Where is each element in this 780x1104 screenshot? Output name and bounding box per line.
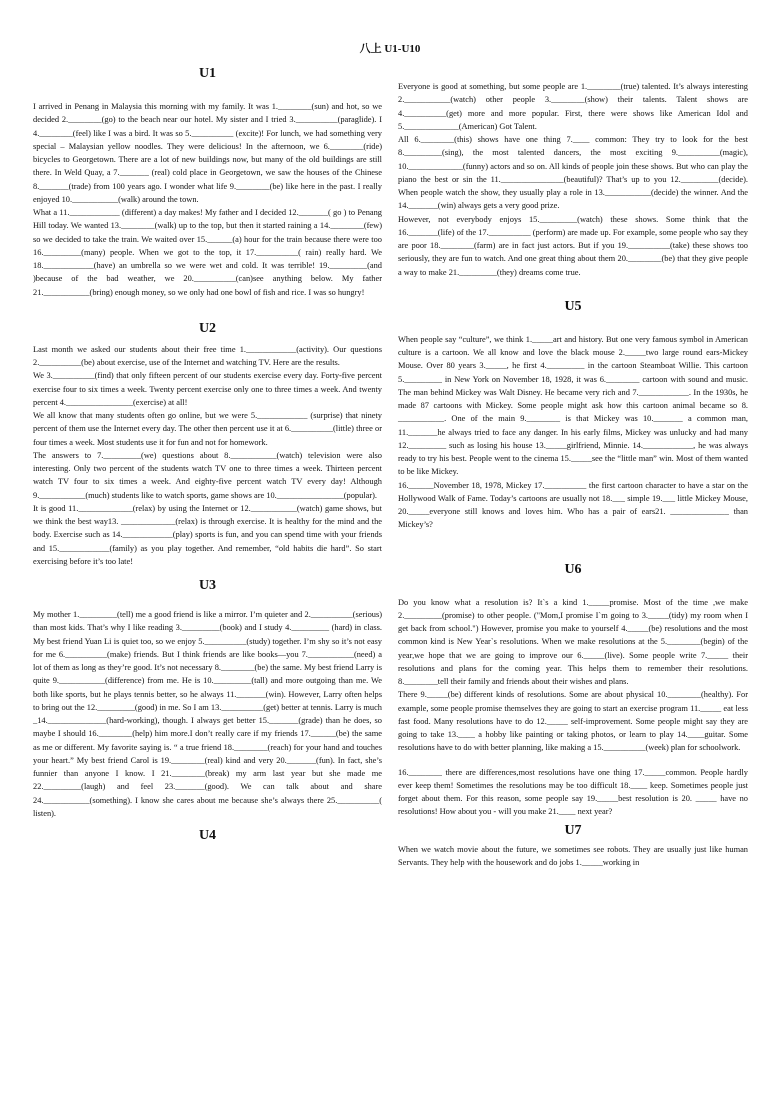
unit-paragraph: Everyone is good at something, but some people are 1.________(true) talented. It’s always interesting 2.___________(watch) other people 3.________(show) their talents. Talent shows are 4.__________(get) more and more popular. First, there were shows like American Idol and 5._____________(American) Got Talent. [398, 82, 748, 131]
unit-6 [398, 562, 748, 819]
unit-heading: U1 [198, 66, 217, 81]
unit-paragraph: We all know that many students often go online, but we were 5.____________ (surprise) that ninety percent of them use the Internet every day. The other then percent use it at 6.__________(little) three or four times a week. Most students use it for fun and not for homework. [33, 411, 382, 447]
unit-5 [398, 299, 748, 532]
page-title: 八上 U1-U10 [359, 43, 421, 55]
left-column [33, 66, 382, 844]
unit-paragraph: There 9._____(be) different kinds of resolutions. Some are about physical 10.________(healthy). For example, some people promise themselves they are going to start an exercise program 11._____ eat less fast food. Many resolutions have to do 12._____ self-improvement. Some people might say they are going to take 13.____ a hobby like painting or taking photos, or learn to play 14.____guitar. Some resolutions have to do with better planning, like making a 15.__________(week) plan for schoolwork. [398, 690, 748, 753]
unit-paragraph: Last month we asked our students about their free time 1.____________(activity). Our questions 2.__________(be) about exercise, use of the Internet and watching TV. Here are the results. [33, 344, 382, 367]
unit-2 [33, 321, 382, 568]
unit-heading: U7 [564, 822, 582, 838]
unit-paragraph: Do you know what a resolution is? It`s a kind 1._____promise. Most of the time ,we make 2._________(promise) to other people. ("Mom,I promise I`m going to 3._____(tidy) my room when I get back from school.") However, promise you make to yourself 4._____(be) resolutions and the most common kind is New Year`s resolutions. When we make resolutions at the 5.________(begin) of the year,we hope that we are going to improve our 6._____(live). Some people write 7._____ their resolutions and plans for the coming year. This helps them to remember their resolutions. 8.________tell their family and friends about their wishes and plans. [398, 597, 748, 686]
unit-paragraph: 16.______November 18, 1978, Mickey 17.__________ the first cartoon character to have a star on the Hollywood Walk of Fame. Today’s cartoons are usually not 18.___ simple 19.___ little Mickey Mouse, 20._____everyone still knows and loves him. Who has a pair of ears21. ______________ than Mickey’s? [398, 480, 748, 530]
unit-paragraph: We 3.__________(find) that only fifteen percent of our students exercise every day. Forty-five percent exercise four to six times a week. Twenty percent exercise only one to three times a week. And twenty percent 4.________________(exercise) at all! [33, 371, 382, 407]
unit-4-heading-block [33, 828, 382, 844]
unit-heading: U2 [198, 320, 217, 336]
unit-heading: U3 [198, 578, 217, 593]
unit-7 [398, 823, 748, 870]
unit-paragraph: My mother 1._________(tell) me a good friend is like a mirror. I’m quieter and 2.__________(serious) than most kids. That’s why I like reading 3._________(book) and I study 4._________ (hard) in class. My best friend Yuan Li is quiet too, so we enjoy 5.__________(study) together. I’m shy so it’s not easy for me 6.__________(make) friends. But I think friends are like books—you 7.___________(need) a lot of them as long as they’re good. It’s not necessary 8.________(be) the same. My best friend Larry is quite 9.___________(difference) from me. He is 10._________(tall) and more outgoing than me. We both like sports, but he plays tennis better, so he always 11._______(win). However, Larry often helps to bring out the 12._________(good) in me. So I am 13.__________(get) better at tennis. Larry is much _14.______________(hard-working), though. I always get better 15._______(grade) than he does, so maybe I should 16.________(help) him more.I don’t really care if my friends 17.______(be) the same as me or different. My favorite saying is. “ a true friend 18.________(reach) for your hand and touches your heart.” My best friend Carol is 19.________(real) kind and very 20._______(fun). In fact, she’s funnier than anyone I know. I 21.________(break) my arm last year but she made me 22._________(laugh) and feel 23._______(good). We can talk about and share 24.___________(something). I know she cares about me because she’s always there 25.__________( listen). [33, 610, 382, 818]
unit-paragraph: The answers to 7._________(we) questions about 8.___________(watch) television were also interesting. Only two percent of the students watch TV one to three times a week. Thirteen percent watch TV four to six times a week. And eighty-five percent watch TV every day! Although 9.___________(much) students like to watch sports, game shows are 10.________________(popular). [33, 450, 382, 500]
unit-3 [33, 578, 382, 820]
unit-paragraph: What a 11.____________ (different) a day makes! My father and I decided 12._______( go ) to Penang Hill today. We wanted 13.________(walk) up to the top, but then it started raining a 14.________(few) so we decided to take the train. We waited over 15.______(a) hour for the train because there were too 16._________(many) people. When we got to the top, it 17.__________( rain) really hard. We 18.____________(have) an umbrella so we were wet and cold. It was terrible! 19._________(and )because of the bad weather, we 20.__________(can)see anything below. My father 21.___________(bring) enough money, so we only had one bowl of fish and rice. I was so hungry! [33, 208, 382, 297]
unit-heading: U5 [564, 298, 582, 314]
unit-paragraph: When we watch movie about the future, we sometimes see robots. They are usually just like human Servants. They help with the housework and do jobs 1._____working in [398, 844, 748, 867]
unit-paragraph: It is good 11._____________(relax) by using the Internet or 12.___________(watch) game shows, but we think the best way13. _____________(relax) is through exercise. It is healthy for the mind and the body. Exercise such as 14.____________(play) sports is fun, and you can spend time with your friends and 15.____________(family) as you play together. And remember, “old habits die hard”. So start exercising before it’s too late! [33, 503, 382, 566]
right-column [398, 80, 748, 869]
unit-4-body [398, 80, 748, 279]
unit-paragraph: 16.________ there are differences,most resolutions have one thing 17._____common. People hardly ever keep them! Sometimes the resolutions may be too difficult 18.____ keep. Sometimes people just forget about them. For this reason, some people say 19._____best resolution is 20. _____ have no resolutions! How about you - will you make 21.____ next year? [398, 767, 748, 817]
unit-paragraph: However, not everybody enjoys 15._________(watch) these shows. Some think that the 16._______(life) of the 17.__________ (perform) are made up. For example, some people who say they are poor 18.________(farm) are in fact just actors. But if you 19.__________(take) these shows too seriously, they are fun to watch. And one great thing about them 20.________(be) that they give people a way to make 21._________(they) dreams come true. [398, 214, 748, 277]
unit-paragraph: I arrived in Penang in Malaysia this morning with my family. It was 1.________(sun) and hot, so we decided 2.________(go) to the beach near our hotel. My sister and I tried 3.__________(paraglide). I 4.________(feel) like I was a bird. It was so 5.__________ (excite)! For lunch, we had something very special – Malaysian yellow noodles. They were delicious! In the afternoon, we 6.________(ride) bicycles to Georgetown. There are a lot of new buildings now, but many of the old buildings are still there. In Weld Quay, a 7._______ (real) cold place in Georgetown, we saw the houses of the Chinese 8._______(trade) from 100 years ago. I wonder what life 9.________(be) like here in the past. I really enjoyed 10.___________(walk) around the town. [33, 102, 382, 204]
unit-1 [33, 66, 382, 299]
unit-paragraph: When people say “culture”, we think 1._____art and history. But one very famous symbol in American culture is a cartoon. We all know and love the black mouse 2._____two large round ears-Mickey Mouse. Over 80 years 3._____, he first 4._________ in the cartoon Steamboat Willie. This cartoon 5._________ in New York on November 18, 1928, it was 6.________ cartoon with sound and music. The man behind Mickey was Walt Disney. He became very rich and 7.____________. In the 1930s, he made 87 cartoons with Mickey. Some people might ask how this cartoon animal became so 8. ___________. One of the main 9.________ is that Mickey was 10._______ a common man, 11._______he always tried to face any danger. In his early films, Mickey was unlucky and had many 12._________ such as losing his house 13._____girlfriend, Minnie. 14.____________, he was always ready to try his best. People went to the cinema 15._____see the “little man” win. Most of them wanted to be like Mickey. [398, 334, 748, 477]
unit-heading: U6 [564, 561, 582, 577]
unit-paragraph: All 6.________(this) shows have one thing 7.____ common: They try to look for the best 8._________(sing), the most talented dancers, the most exciting 9.__________(magic), 10._____________(funny) actors and so on. All kinds of people join these shows. But who can play the piano the best or sin the 11._______________(beautiful)? That’s up to you 12._________(decide). When people watch the show, they usually play a role in 13.___________(decide) the winner. And the 14._______(win) always gets a very good prize. [398, 135, 748, 211]
unit-heading: U4 [198, 828, 217, 843]
